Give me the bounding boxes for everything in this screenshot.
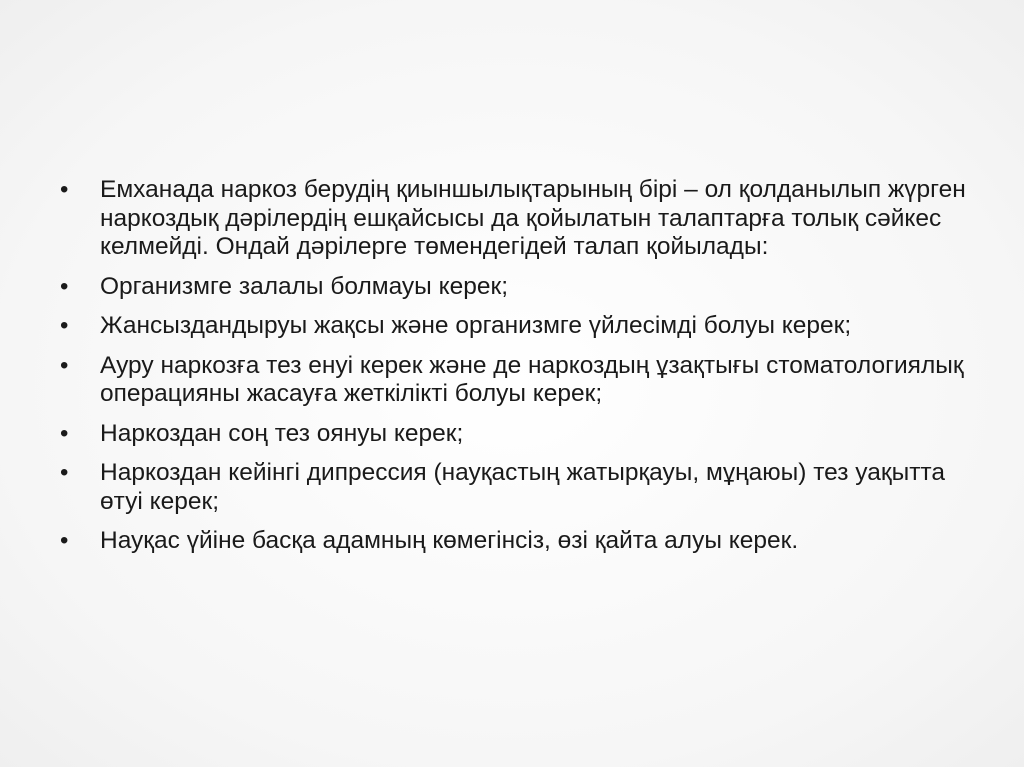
bullet-list: [60, 176, 980, 567]
bullet-item: • Емханада наркоз берудің қиыншылықтарының бірі – ол қолданылып жүрген наркоздық дәрілердің ешқайсысы да қойылатын талаптарға толық сәйкес келмейді. Ондай дәрілерге төмендегідей талап қойылады:: [60, 176, 980, 262]
bullet-item: • Ауру наркозға тез енуі керек және де наркоздың ұзақтығы стоматологиялық операцияны жасауға жеткілікті болуы керек;: [60, 352, 980, 409]
bullet-item: • Жансыздандыруы жақсы және организмге үйлесімді болуы керек;: [60, 312, 980, 341]
bullet-item: • Науқас үйіне басқа адамның көмегінсіз, өзі қайта алуы керек.: [60, 527, 980, 556]
bullet-item: • Наркоздан кейінгі дипрессия (науқастың жатырқауы, мұңаюы) тез уақытта өтуі керек;: [60, 459, 980, 516]
bullet-item: • Наркоздан соң тез оянуы керек;: [60, 420, 980, 449]
bullet-item: • Организмге залалы болмауы керек;: [60, 273, 980, 302]
